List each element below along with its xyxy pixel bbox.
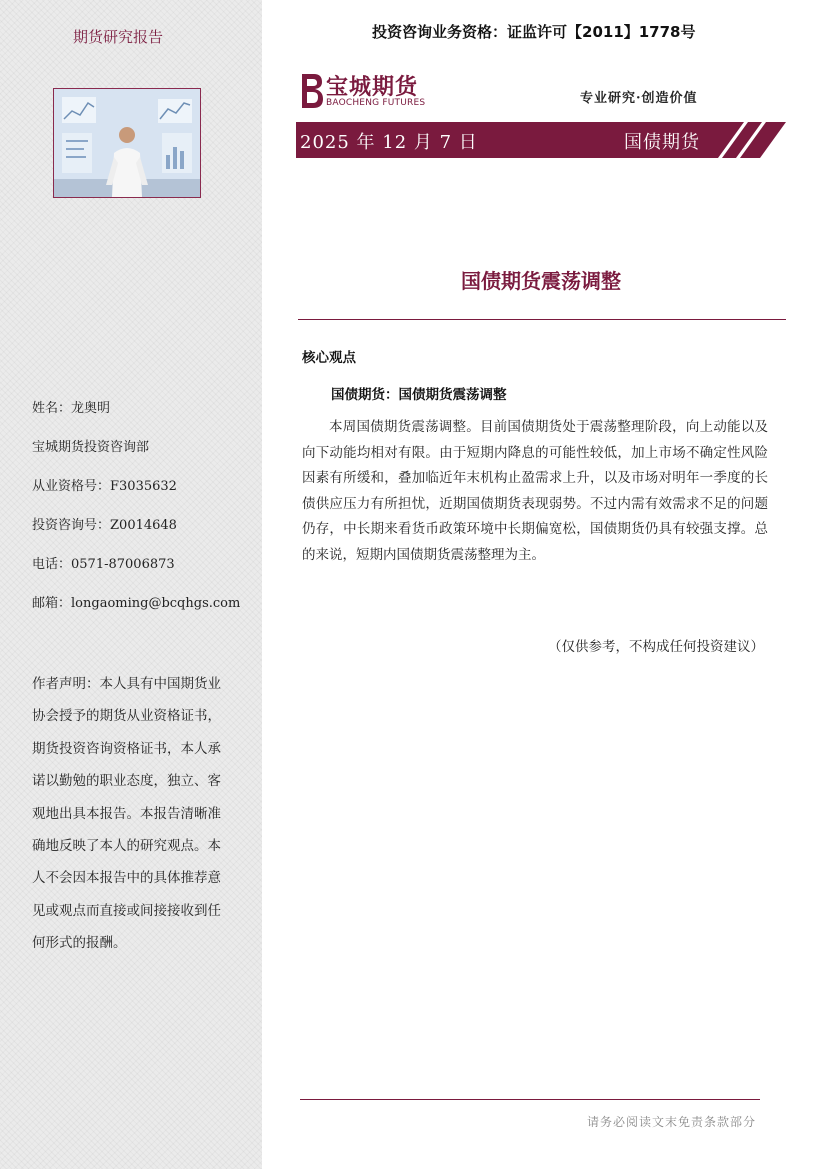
logo-mark-icon xyxy=(296,70,324,110)
logo-chinese-name: 宝城期货 xyxy=(326,74,419,100)
report-category: 国债期货 xyxy=(624,132,700,153)
footer-note: 请务必阅读文末免责条款部分 xyxy=(586,1115,756,1129)
cover-image xyxy=(53,88,201,198)
report-headline: 国债期货震荡调整 xyxy=(461,269,621,293)
logo-english-name: BAOCHENG FUTURES xyxy=(326,98,426,108)
author-name: 龙奥明 xyxy=(71,401,111,416)
author-name-label: 姓名： xyxy=(32,401,72,416)
email-address: longaoming@bcqhgs.com xyxy=(71,596,241,611)
email-label: 邮箱： xyxy=(32,596,72,611)
phone-number: 0571-87006873 xyxy=(71,557,175,572)
consult-number: Z0014648 xyxy=(110,518,177,533)
consult-label: 投资咨询号： xyxy=(32,518,111,533)
subsection-heading: 国债期货：国债期货震荡调整 xyxy=(331,387,507,403)
qualification-number: F3035632 xyxy=(110,479,177,494)
report-type-title: 期货研究报告 xyxy=(72,28,163,46)
sidebar xyxy=(0,0,262,1169)
email-row xyxy=(32,592,240,611)
company-slogan: 专业研究·创造价值 xyxy=(580,91,698,106)
headline-divider xyxy=(298,319,786,320)
core-view-heading: 核心观点 xyxy=(302,350,356,366)
author-name-row xyxy=(32,397,110,416)
department: 宝城期货投资咨询部 xyxy=(32,440,150,455)
qualification-row xyxy=(32,475,177,494)
department-row xyxy=(32,436,149,455)
footer-divider xyxy=(300,1099,760,1100)
report-date: 2025 年 12 月 7 日 xyxy=(300,132,478,153)
core-view-paragraph: 本周国债期货震荡调整。目前国债期货处于震荡整理阶段，向上动能以及向下动能均相对有限。由于短期内降息的可能性较低，加上市场不确定性风险因素有所缓和，叠加临近年末机构止盈需求上升，以及市场对明年一季度的长债供应压力有所担忧，近期国债期货表现弱势。不过内需有效需求不足的问题仍存，中长期来看货币政策环境中长期偏宽松，国债期货仍具有较强支撑。总的来说，短期内国债期货震荡整理为主。 xyxy=(302,419,768,563)
consult-row xyxy=(32,514,177,533)
qualification-label: 从业资格号： xyxy=(32,479,111,494)
phone-row xyxy=(32,553,175,572)
company-logo xyxy=(296,70,436,114)
author-declaration: 作者声明：本人具有中国期货业协会授予的期货从业资格证书，期货投资咨询资格证书，本人承诺以勤勉的职业态度，独立、客观地出具本报告。本报告清晰准确地反映了本人的研究观点。本人不会因本报告中的具体推荐意见或观点而直接或间接接收到任何形式的报酬。 xyxy=(32,676,221,952)
reference-disclaimer: （仅供参考，不构成任何投资建议） xyxy=(548,639,764,655)
phone-label: 电话： xyxy=(32,557,72,572)
license-number: 投资咨询业务资格：证监许可【2011】1778号 xyxy=(372,23,696,41)
